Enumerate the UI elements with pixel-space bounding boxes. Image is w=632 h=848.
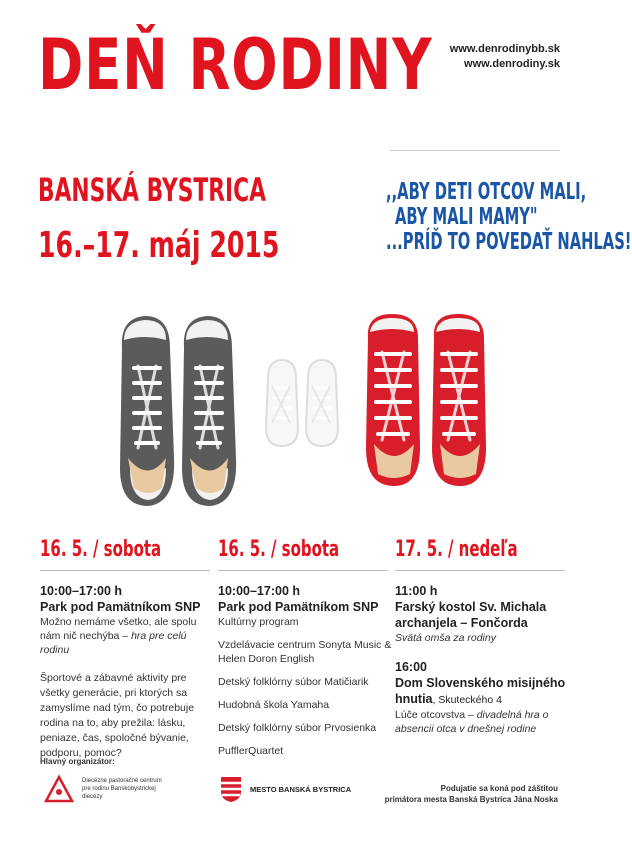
performer-item: Vzdelávacie centrum Sonyta Music & Helen Doron English <box>218 639 392 665</box>
divider <box>40 570 210 571</box>
event-time: 16:00 <box>395 660 427 674</box>
white-child-sneaker-left <box>266 360 298 446</box>
event-time: 11:00 h <box>395 584 438 598</box>
performer-item: Hudobná škola Yamaha <box>218 699 330 711</box>
patronage-note: Podujatie sa koná pod záštitou primátora mesta Banská Bystrica Jána Noska <box>384 784 558 804</box>
day-heading: 17. 5. / nedeľa <box>395 537 518 562</box>
white-child-sneaker-right <box>306 360 338 446</box>
event-place: Park pod Pamätníkom SNP <box>218 600 379 614</box>
grey-sneaker-left <box>120 316 174 506</box>
event-dates: 16.–17. máj 2015 <box>38 225 280 266</box>
red-sneaker-right <box>432 314 486 486</box>
event-time: 10:00–17:00 h <box>218 584 301 598</box>
program-column-saturday-culture <box>218 538 393 758</box>
performer-item: Detský folklórny súbor Matičiarik <box>218 676 369 688</box>
program-column-sunday <box>395 538 570 736</box>
divider <box>218 570 388 571</box>
grey-sneaker-right <box>182 316 236 506</box>
performer-item: PufflerQuartet <box>218 745 284 757</box>
url-link[interactable]: www.denrodinybb.sk <box>449 43 560 55</box>
event-paragraph: Športové a zábavné aktivity pre všetky generácie, pri ktorých sa zamyslíme nad tým, čo potrebuje rodina na to, aby prežila: lásku, peniaze, čas, spoločné bývanie, podporu, pomoc? <box>40 672 195 759</box>
day-heading: 16. 5. / sobota <box>40 537 162 562</box>
event-description: Lúče otcovstva – divadelná hra o absencii otca v dnešnej rodine <box>395 709 549 735</box>
event-title: DEŇ RODINY <box>38 24 433 106</box>
event-description: Kultúrny program <box>218 616 299 628</box>
program-column-saturday-sports <box>40 538 215 761</box>
organizer-diocese <box>44 775 172 803</box>
organizer-city <box>220 775 351 803</box>
slogan-quote <box>386 179 632 255</box>
day-heading: 16. 5. / sobota <box>218 537 340 562</box>
slogan-line: ABY MALI MAMY" <box>394 204 538 230</box>
slogan-line: ...PRÍĎ TO POVEDAŤ NAHLAS! <box>386 229 632 255</box>
city-name: BANSKÁ BYSTRICA <box>38 171 266 209</box>
coat-of-arms-icon <box>220 775 242 803</box>
city-name-label: MESTO BANSKÁ BYSTRICA <box>250 784 352 794</box>
organizer-label: Hlavný organizátor: <box>40 757 115 766</box>
sneakers-illustration <box>100 308 580 518</box>
divider <box>390 150 560 151</box>
family-triangle-logo-icon <box>44 775 74 803</box>
event-place: Farský kostol Sv. Michala archanjela – Fončorda <box>395 600 547 630</box>
divider <box>395 570 565 571</box>
event-place: Park pod Pamätníkom SNP <box>40 600 201 614</box>
event-description: Možno nemáme všetko, ale spolu nám nič nechýba – hra pre celú rodinu <box>40 616 197 656</box>
website-links <box>450 42 560 72</box>
performer-item: Detský folklórny súbor Prvosienka <box>218 722 377 734</box>
event-place: Dom Slovenského misijného hnutia, Skuteckého 4 <box>395 676 566 706</box>
red-sneaker-left <box>366 314 420 486</box>
event-time: 10:00–17:00 h <box>40 584 123 598</box>
event-description: Svätá omša za rodiny <box>395 632 496 644</box>
organizer-name: Diecézne pastoračné centrum pre rodinu Banskobystrickej diecézy <box>82 778 162 800</box>
slogan-line: ,,ABY DETI OTCOV MALI, <box>386 179 587 205</box>
url-link[interactable]: www.denrodiny.sk <box>464 58 560 70</box>
